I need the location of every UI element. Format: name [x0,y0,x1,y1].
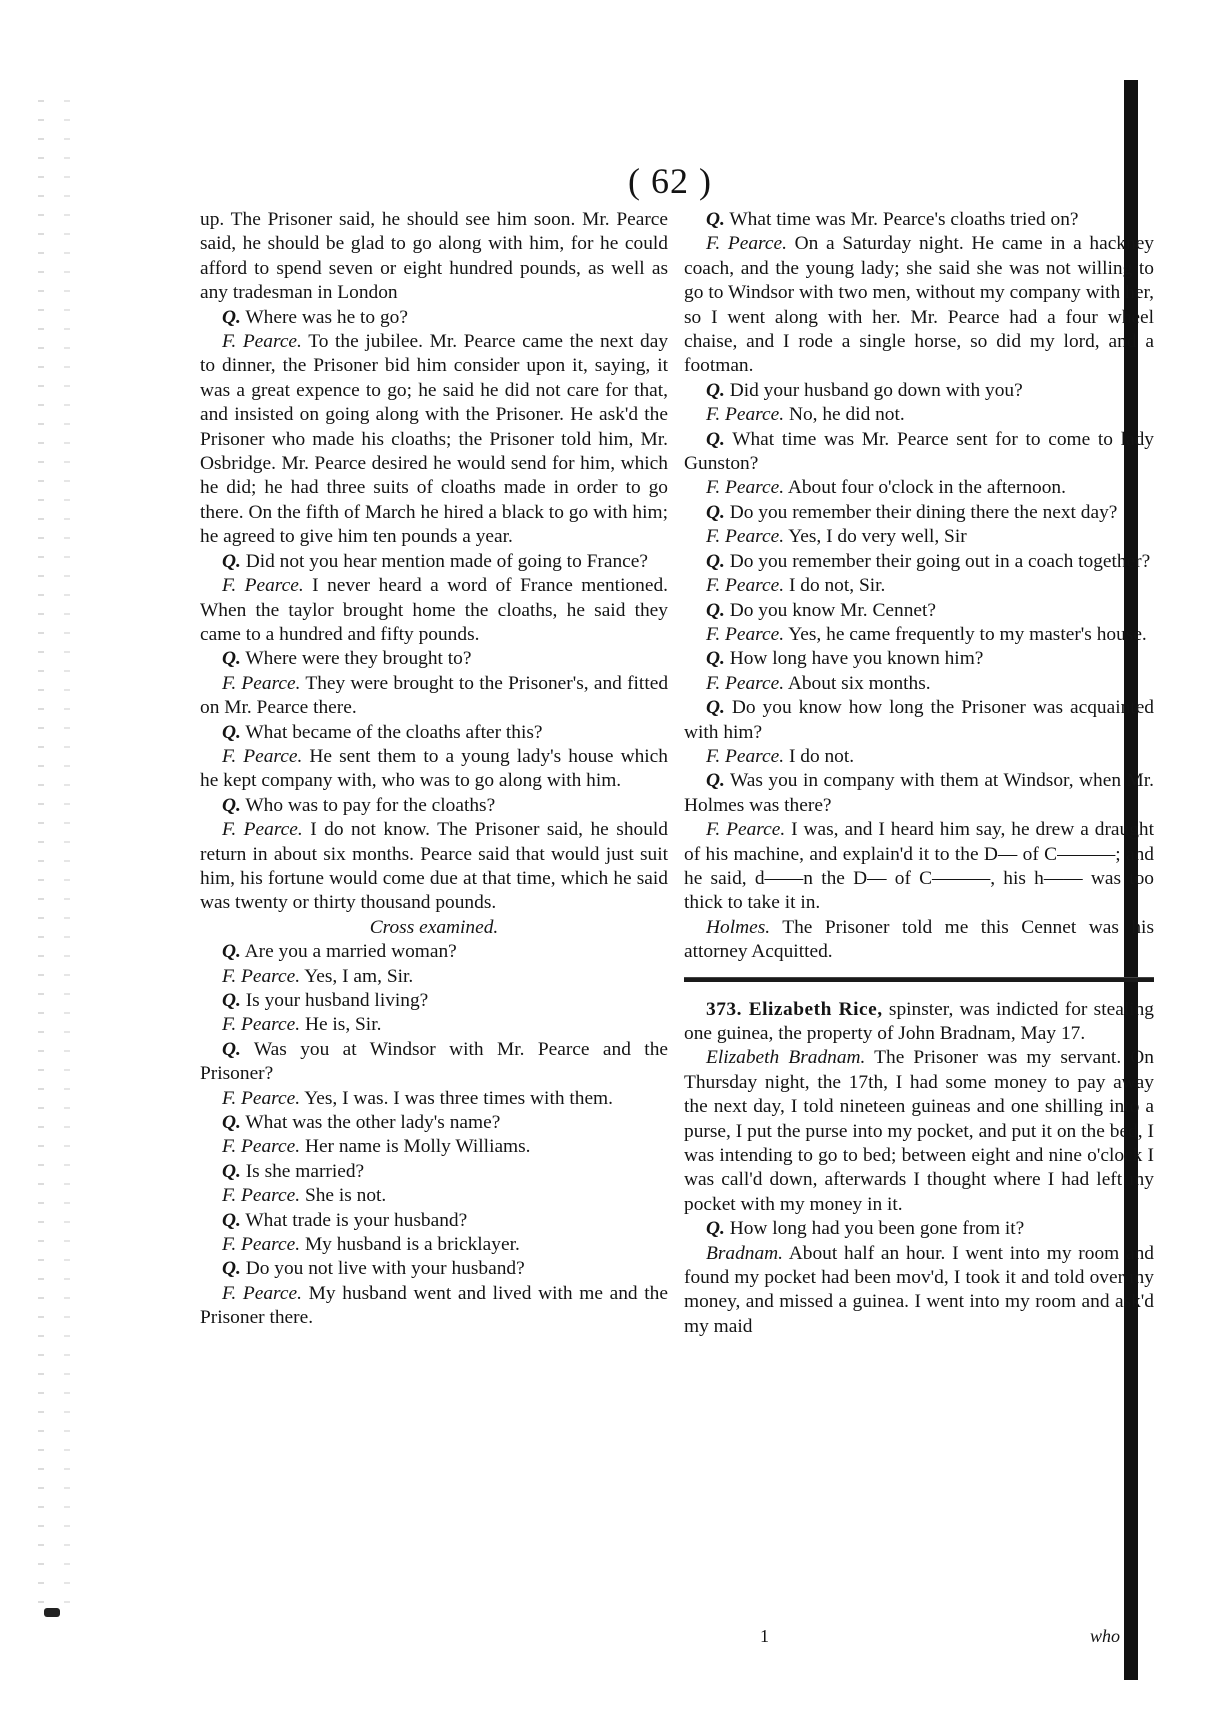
testimony-paragraph [200,330,668,550]
question-paragraph [200,647,668,671]
testimony-paragraph [684,818,1154,916]
speaker-name: F. Pearce. [222,1282,302,1304]
speaker-name: F. Pearce. [706,623,785,645]
testimony-paragraph [200,574,668,647]
question-marker: Q. [222,1038,241,1060]
testimony-paragraph [200,1233,668,1257]
testimony-paragraph [200,1184,668,1208]
testimony-paragraph [200,745,668,794]
speaker-name: F. Pearce. [706,233,787,255]
question-marker: Q. [222,1112,241,1134]
paragraph-text: To the jubilee. Mr. Pearce came the next day to dinner, the Prisoner bid him consider upon it, saying, it was a great expence to go; he said he did not care for that, and insisted on going along with the Prisoner. He ask'd the Prisoner who made his cloaths; the Prisoner told him, Mr. Osbridge. Mr. Pearce desired he would send for him, which he did; he had three suits of cloaths made in order to go there. On the fifth of March he hired a black to go with him; he agreed to give him ten pounds a year. [200,331,669,548]
testimony-paragraph [684,574,1154,598]
testimony-paragraph [200,1087,668,1111]
question-paragraph [200,940,668,964]
testimony-paragraph [684,672,1154,696]
question-paragraph [684,647,1154,671]
question-marker: Q. [706,697,725,719]
question-paragraph [684,550,1154,574]
paragraph-text: On a Saturday night. He came in a hackney coach, and the young lady; she said she was not willing to go to Windsor with two men, without my company with her, so I went along with her. Mr. Pearce had a four wheel chaise, and I rode a single horse, so did my lord, and a footman. [684,233,1154,377]
question-paragraph [200,1160,668,1184]
paragraph-text: Yes, I was. I was three times with them. [304,1087,613,1109]
testimony-paragraph [684,476,1154,500]
paragraph-text: up. The Prisoner said, he should see him soon. Mr. Pearce said, he should be glad to go along with him, for he could afford to spend seven or eight hundred pounds, as well as any tradesman in London [200,209,668,304]
testimony-paragraph [684,232,1154,378]
paragraph-text: Yes, I do very well, Sir [788,526,967,548]
paragraph-text: I do not know. The Prisoner said, he should return in about six months. Pearce said that would just suit him, his fortune would come due at that time, which he said was twenty or thirty thousand pounds. [200,819,668,914]
paragraph-text: How long had you been gone from it? [729,1218,1025,1240]
question-marker: Q. [222,1258,241,1280]
speaker-name: F. Pearce. [222,819,303,841]
speaker-name: F. Pearce. [222,1234,301,1256]
speaker-name: F. Pearce. [706,526,785,548]
paragraph-text: He is, Sir. [304,1014,382,1036]
heading-text: Cross examined. [369,916,499,938]
paragraph-text: Did your husband go down with you? [729,379,1023,401]
paragraph-text: About six months. [787,672,931,694]
testimony-paragraph [684,1242,1154,1340]
question-marker: Q. [222,721,241,743]
paragraph-text: Where were they brought to? [245,648,472,670]
paragraph-text: Who was to pay for the cloaths? [245,794,496,816]
speaker-name: F. Pearce. [222,745,303,767]
speaker-name: F. Pearce. [706,404,785,426]
paragraph-text: She is not. [304,1185,387,1207]
testimony-paragraph [200,1013,668,1037]
paragraph-text: Is your husband living? [245,990,429,1011]
speaker-name: F. Pearce. [222,331,302,353]
testimony-paragraph [684,1046,1154,1217]
question-paragraph [200,1257,668,1281]
question-marker: Q. [222,648,241,670]
paragraph-text: I do not, Sir. [788,575,886,597]
paragraph-text: About four o'clock in the afternoon. [787,477,1066,499]
speaker-name: F. Pearce. [706,477,785,499]
paragraph-text: Where was he to go? [245,306,408,328]
question-marker: Q. [222,550,241,572]
paragraph-text: I was, and I heard him say, he drew a draught of his machine, and explain'd it to the D— of C———; and he said, d——n the D— of C———, his h—— was too thick to take it in. [684,819,1154,914]
question-paragraph [200,1209,668,1233]
paragraph-text: What time was Mr. Pearce sent for to come to lady Gunston? [684,428,1154,475]
speaker-name: F. Pearce. [222,965,301,987]
paragraph-text: Are you a married woman? [244,941,457,963]
question-marker: Q. [222,941,241,963]
paragraph-text: Is she married? [245,1160,365,1182]
paragraph-text: What trade is your husband? [245,1209,468,1231]
testimony-paragraph [200,818,668,916]
section-rule [684,977,1154,982]
page-number: ( 62 ) [628,161,712,201]
speaker-name: Elizabeth Bradnam. [706,1047,866,1069]
question-paragraph [200,794,668,818]
paragraph-text: How long have you known him? [729,648,984,670]
question-marker: Q. [706,501,725,523]
question-marker: Q. [706,770,725,792]
paragraph-text: What was the other lady's name? [245,1112,501,1134]
testimony-paragraph [684,745,1154,769]
paragraph-text: Was you in company with them at Windsor, when Mr. Holmes was there? [684,770,1154,816]
testimony-paragraph [200,1135,668,1159]
question-paragraph [684,379,1154,403]
testimony-paragraph [200,208,668,306]
signature-mark: 1 [760,1626,769,1646]
speaker-name: F. Pearce. [222,1136,301,1158]
paragraph-text: Yes, he came frequently to my master's house. [788,623,1147,645]
paragraph-text: I do not. [788,745,855,767]
question-marker: Q. [706,599,725,621]
scan-speckle-left-2 [64,100,70,1620]
paragraph-text: No, he did not. [788,404,905,426]
scan-blot [44,1608,60,1617]
paragraph-text: Do you remember their going out in a coach together? [729,550,1151,572]
paragraph-text: I never heard a word of France mentioned. When the taylor brought home the cloaths, he said they came to a hundred and fifty pounds. [200,575,668,645]
question-marker: Q. [706,1218,725,1240]
speaker-name: F. Pearce. [706,575,785,597]
paragraph-text: spinster, was indicted for stealing one guinea, the property of John Bradnam, May 17. [684,998,1154,1044]
testimony-paragraph [200,1282,668,1331]
testimony-paragraph [200,965,668,989]
question-marker: Q. [706,648,725,670]
question-paragraph [200,1111,668,1135]
question-paragraph [684,501,1154,525]
paragraph-text: He sent them to a young lady's house which he kept company with, who was to go along with him. [200,745,668,792]
speaker-name: 373. Elizabeth Rice, [706,998,883,1020]
speaker-name: F. Pearce. [706,672,785,694]
speaker-name: F. Pearce. [706,819,786,841]
paragraph-text: The Prisoner was my servant. On Thursday night, the 17th, I had some money to pay away the next day, I told nineteen guineas and one shilling into a purse, I put the purse into my pocket, and put it on the bed, I was intending to go to bed; between eight and nine o'clock I was call'd down, afterwards I thought where I had left my pocket with my money in it. [684,1047,1154,1215]
paragraph-text: My husband is a bricklayer. [304,1234,520,1256]
testimony-paragraph [684,403,1154,427]
question-paragraph [684,1217,1154,1241]
paragraph-text: Do you remember their dining there the next day? [729,501,1118,523]
paragraph-text: My husband went and lived with me and the Prisoner there. [200,1282,668,1329]
testimony-paragraph [684,916,1154,965]
question-paragraph [684,769,1154,818]
testimony-paragraph [684,525,1154,549]
paragraph-text: Yes, I am, Sir. [304,965,414,987]
question-marker: Q. [706,209,725,230]
speaker-name: F. Pearce. [222,1014,301,1036]
question-paragraph [200,1038,668,1087]
question-marker: Q. [222,1160,241,1182]
question-marker: Q. [222,990,241,1011]
paragraph-text: They were brought to the Prisoner's, and fitted on Mr. Pearce there. [200,672,669,719]
speaker-name: F. Pearce. [222,575,304,597]
question-paragraph [684,208,1154,232]
question-paragraph [684,428,1154,477]
right-column [684,208,1154,1339]
question-marker: Q. [222,306,241,328]
case-paragraph [684,998,1154,1047]
left-column [200,208,668,1331]
question-paragraph [200,550,668,574]
paragraph-text: Do you know Mr. Cennet? [729,599,936,621]
question-paragraph [684,599,1154,623]
paragraph-text: Was you at Windsor with Mr. Pearce and the Prisoner? [200,1038,668,1085]
question-paragraph [200,306,668,330]
question-marker: Q. [706,550,725,572]
paragraph-text: What became of the cloaths after this? [245,721,543,743]
question-paragraph [684,696,1154,745]
question-paragraph [200,989,668,1013]
section-heading [200,916,668,940]
scan-speckle-left [38,100,44,1620]
paragraph-text: Did not you hear mention made of going to France? [245,550,648,572]
paragraph-text: What time was Mr. Pearce's cloaths tried on? [729,209,1079,230]
speaker-name: F. Pearce. [222,1087,301,1109]
paragraph-text: About half an hour. I went into my room and found my pocket had been mov'd, I took it and told over my money, and missed a guinea. I went into my room and ask'd my maid [684,1242,1154,1337]
testimony-paragraph [684,623,1154,647]
testimony-paragraph [200,672,668,721]
paragraph-text: Do you not live with your husband? [245,1258,525,1280]
speaker-name: F. Pearce. [706,745,785,767]
question-marker: Q. [222,1209,241,1231]
catchword: who [1090,1626,1121,1646]
paragraph-text: Her name is Molly Williams. [304,1136,531,1158]
speaker-name: F. Pearce. [222,1185,301,1207]
question-paragraph [200,721,668,745]
question-marker: Q. [222,794,241,816]
paragraph-text: Do you know how long the Prisoner was acquainted with him? [684,697,1154,743]
question-marker: Q. [706,428,725,450]
question-marker: Q. [706,379,725,401]
speaker-name: F. Pearce. [222,672,301,694]
speaker-name: Bradnam. [706,1242,784,1264]
paragraph-text: The Prisoner told me this Cennet was his attorney Acquitted. [684,916,1154,963]
speaker-name: Holmes. [706,916,771,938]
